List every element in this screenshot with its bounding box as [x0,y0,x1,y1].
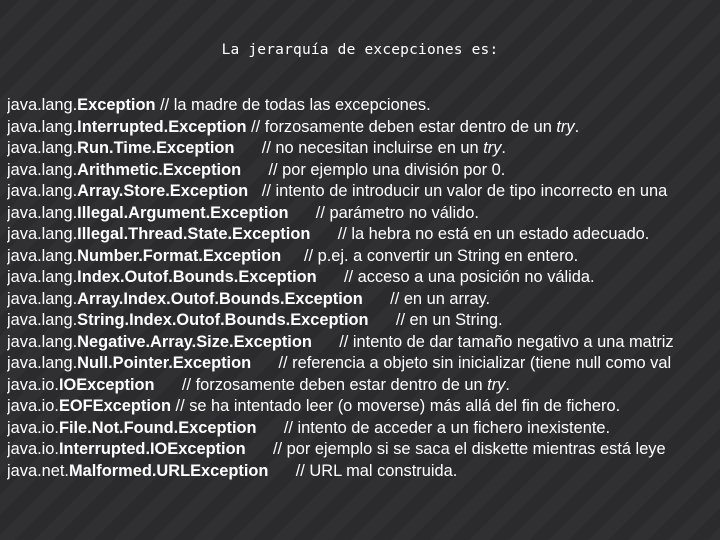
spacer [155,376,182,394]
exception-line [7,418,720,440]
exception-line [7,224,720,246]
package-prefix: java.lang. [7,139,78,157]
exception-comment: // p.ej. a convertir un String en entero. [303,246,579,265]
exception-class-name: Malformed.URLException [68,461,269,480]
exception-line [7,289,720,311]
exception-class-name: Null.Pointer.Exception [77,354,252,372]
exception-class-name: Run.Time.Exception [77,139,235,157]
package-prefix: java.lang. [7,268,78,286]
exception-comment: // la hebra no está en un estado adecuado. [337,225,650,243]
slide-title: La jerarquía de excepciones es: [221,42,499,58]
exception-line [7,95,720,117]
package-prefix: java.lang. [7,117,78,136]
exception-comment: // no necesitan incluirse en un [261,139,484,157]
exception-comment: // la madre de todas las excepciones. [160,96,431,114]
exception-class-name: EOFException [58,397,171,415]
exception-class-name: String.Index.Outof.Bounds.Exception [77,311,369,329]
exception-class-name: File.Not.Found.Exception [58,418,257,437]
exception-comment: // forzosamente deben estar dentro de un [251,117,557,136]
package-prefix: java.io. [7,397,59,415]
exception-line [7,461,720,483]
exception-comment: // por ejemplo si se saca el diskette mientras está leye [272,440,666,458]
spacer [281,247,304,265]
package-prefix: java.lang. [7,182,78,200]
comment-emphasis: try [483,139,502,157]
package-prefix: java.lang. [7,96,78,114]
spacer [369,311,396,329]
spacer [234,139,261,157]
exception-comment: // referencia a objeto sin inicializar (tiene null como val [278,354,672,372]
package-prefix: java.io. [7,440,59,458]
spacer [241,161,268,179]
exception-line [7,332,720,354]
package-prefix: java.lang. [7,311,78,329]
exception-class-name: Interrupted.Exception [77,117,247,136]
exception-comment: // parámetro no válido. [315,203,479,222]
exception-line [7,203,720,225]
exception-class-name: Illegal.Thread.State.Exception [77,225,311,243]
package-prefix: java.io. [7,375,59,394]
package-prefix: java.lang. [7,246,78,265]
spacer [268,462,295,480]
spacer [257,419,284,437]
exception-line [7,267,720,289]
spacer [288,204,315,222]
exception-line [7,310,720,332]
exception-class-name: Illegal.Argument.Exception [77,203,289,222]
exception-comment: // intento de acceder a un fichero inexistente. [283,418,611,437]
exception-comment: // en un array. [390,289,491,308]
package-prefix: java.lang. [7,203,78,222]
exception-class-name: Exception [77,96,156,114]
exception-comment: // URL mal construida. [295,461,458,480]
package-prefix: java.net. [7,461,69,480]
exception-class-name: Arithmetic.Exception [77,160,242,179]
comment-tail: . [501,139,506,157]
exception-comment: // intento de dar tamaño negativo a una matriz [339,332,674,351]
package-prefix: java.io. [7,418,59,437]
exception-line [7,353,720,375]
exception-class-name: Array.Index.Outof.Bounds.Exception [77,289,363,308]
exception-class-name: IOException [58,375,155,394]
comment-emphasis: try [487,375,506,394]
exception-comment: // intento de introducir un valor de tipo incorrecto en una [261,182,668,200]
package-prefix: java.lang. [7,160,78,179]
comment-tail: . [574,117,580,136]
exception-comment: // por ejemplo una división por 0. [268,160,506,179]
exception-class-name: Array.Store.Exception [77,182,249,200]
exception-comment: // se ha intentado leer (o moverse) más allá del fin de fichero. [175,397,621,415]
package-prefix: java.lang. [7,289,78,308]
spacer [246,440,273,458]
exception-class-name: Negative.Array.Size.Exception [77,332,312,351]
exception-list [7,95,720,482]
exception-line [7,246,720,268]
exception-comment: // en un String. [395,311,503,329]
comment-emphasis: try [556,117,575,136]
exception-class-name: Interrupted.IOException [58,440,246,458]
spacer [317,268,344,286]
spacer [248,182,262,200]
exception-comment: // acceso a una posición no válida. [344,268,595,286]
spacer [363,290,390,308]
spacer [310,225,337,243]
exception-line [7,375,720,397]
exception-line [7,396,720,418]
exception-line [7,117,720,139]
exception-line [7,138,720,160]
spacer [251,354,278,372]
package-prefix: java.lang. [7,225,78,243]
spacer [312,333,339,351]
exception-comment: // forzosamente deben estar dentro de un [181,375,488,394]
exception-line [7,181,720,203]
exception-class-name: Index.Outof.Bounds.Exception [77,268,317,286]
package-prefix: java.lang. [7,354,78,372]
package-prefix: java.lang. [7,332,78,351]
exception-class-name: Number.Format.Exception [77,246,282,265]
exception-line [7,160,720,182]
comment-tail: . [505,375,510,394]
exception-line [7,439,720,461]
